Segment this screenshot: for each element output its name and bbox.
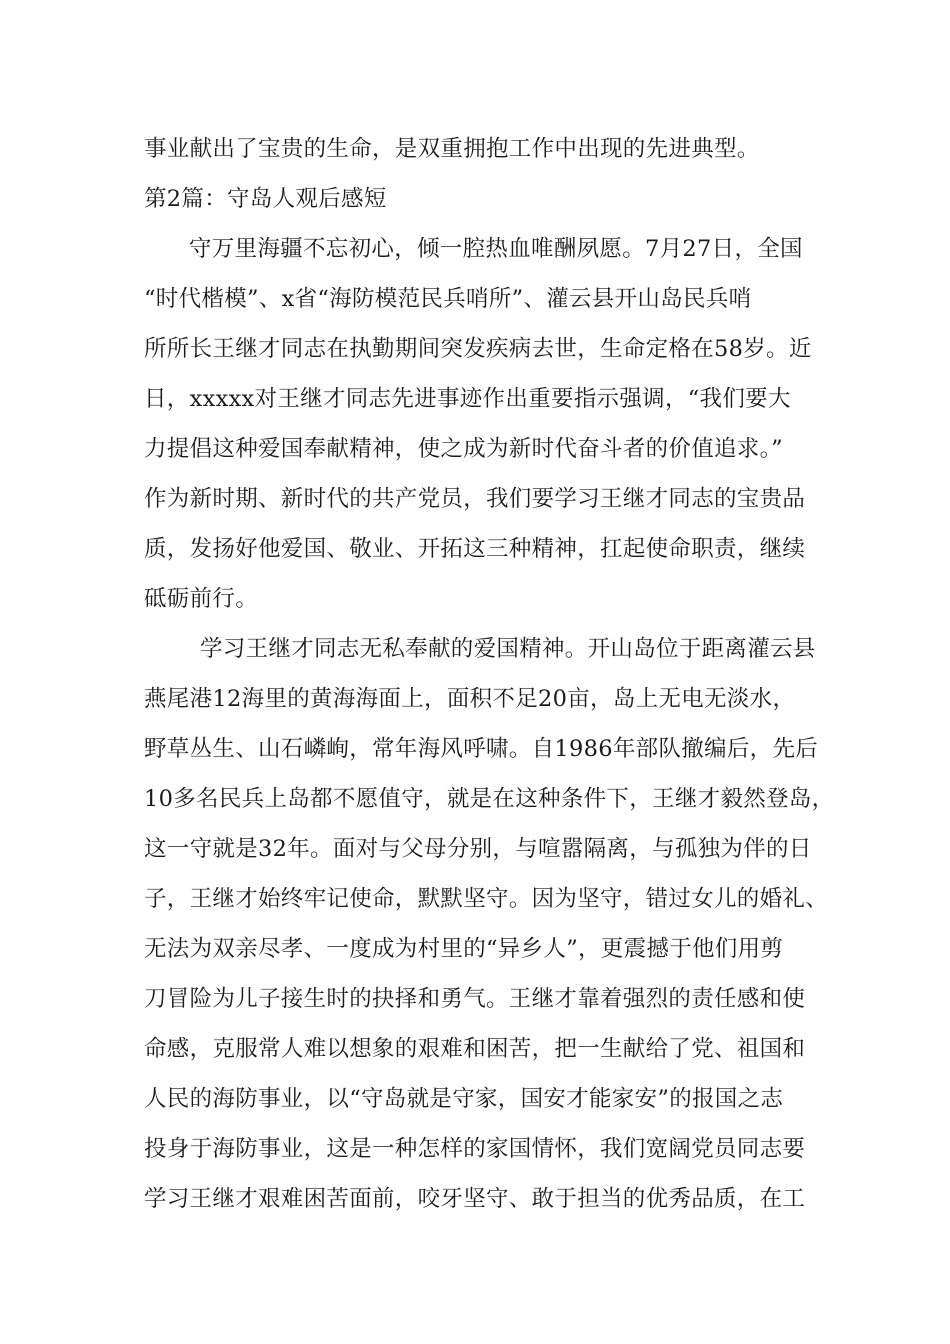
text-line: 无法为双亲尽孝、一度成为村里的“异乡人”，更震撼于他们用剪: [144, 936, 784, 962]
text-line: 投身于海防事业，这是一种怎样的家国情怀，我们宽阔党员同志要: [144, 1136, 806, 1162]
text-line: “时代楷模”、x省“海防模范民兵哨所”、灌云县开山岛民兵哨: [144, 286, 752, 312]
text-line: 所所长王继才同志在执勤期间突发疾病去世，生命定格在58岁。近: [144, 336, 812, 362]
text-line: 野草丛生、山石嶙峋，常年海风呼啸。自1986年部队撤编后，先后: [144, 736, 819, 762]
section-heading: 第2篇：守岛人观后感短: [144, 186, 387, 212]
text-line: 刀冒险为儿子接生时的抉择和勇气。王继才靠着强烈的责任感和使: [144, 986, 806, 1012]
text-line: 作为新时期、新时代的共产党员，我们要学习王继才同志的宝贵品: [144, 486, 806, 512]
text-line: 燕尾港12海里的黄海海面上，面积不足20亩，岛上无电无淡水，: [144, 686, 796, 712]
text-line: 日，xxxxx对王继才同志先进事迹作出重要指示强调，“我们要大: [144, 386, 791, 412]
text-line: 学习王继才艰难困苦面前，咬牙坚守、敢于担当的优秀品质，在工: [144, 1186, 806, 1212]
text-line: 事业献出了宝贵的生命，是双重拥抱工作中出现的先进典型。: [144, 136, 760, 162]
text-line: 力提倡这种爱国奉献精神，使之成为新时代奋斗者的价值追求。”: [144, 436, 783, 462]
text-line: 10多名民兵上岛都不愿值守，就是在这种条件下，王继才毅然登岛，: [144, 786, 835, 812]
text-line: 学习王继才同志无私奉献的爱国精神。开山岛位于距离灌云县: [200, 636, 816, 662]
text-line: 砥砺前行。: [144, 586, 259, 612]
text-line: 守万里海疆不忘初心，倾一腔热血唯酬夙愿。7月27日，全国: [189, 236, 803, 262]
text-line: 命感，克服常人难以想象的艰难和困苦，把一生献给了党、祖国和: [144, 1036, 806, 1062]
text-line: 这一守就是32年。面对与父母分别，与喧嚣隔离，与孤独为伴的日: [144, 836, 812, 862]
text-line: 人民的海防事业，以“守岛就是守家，国安才能家安”的报国之志: [144, 1086, 784, 1112]
text-line: 质，发扬好他爱国、敬业、开拓这三种精神，扛起使命职责，继续: [144, 536, 806, 562]
text-line: 子，王继才始终牢记使命，默默坚守。因为坚守，错过女儿的婚礼、: [144, 886, 829, 912]
